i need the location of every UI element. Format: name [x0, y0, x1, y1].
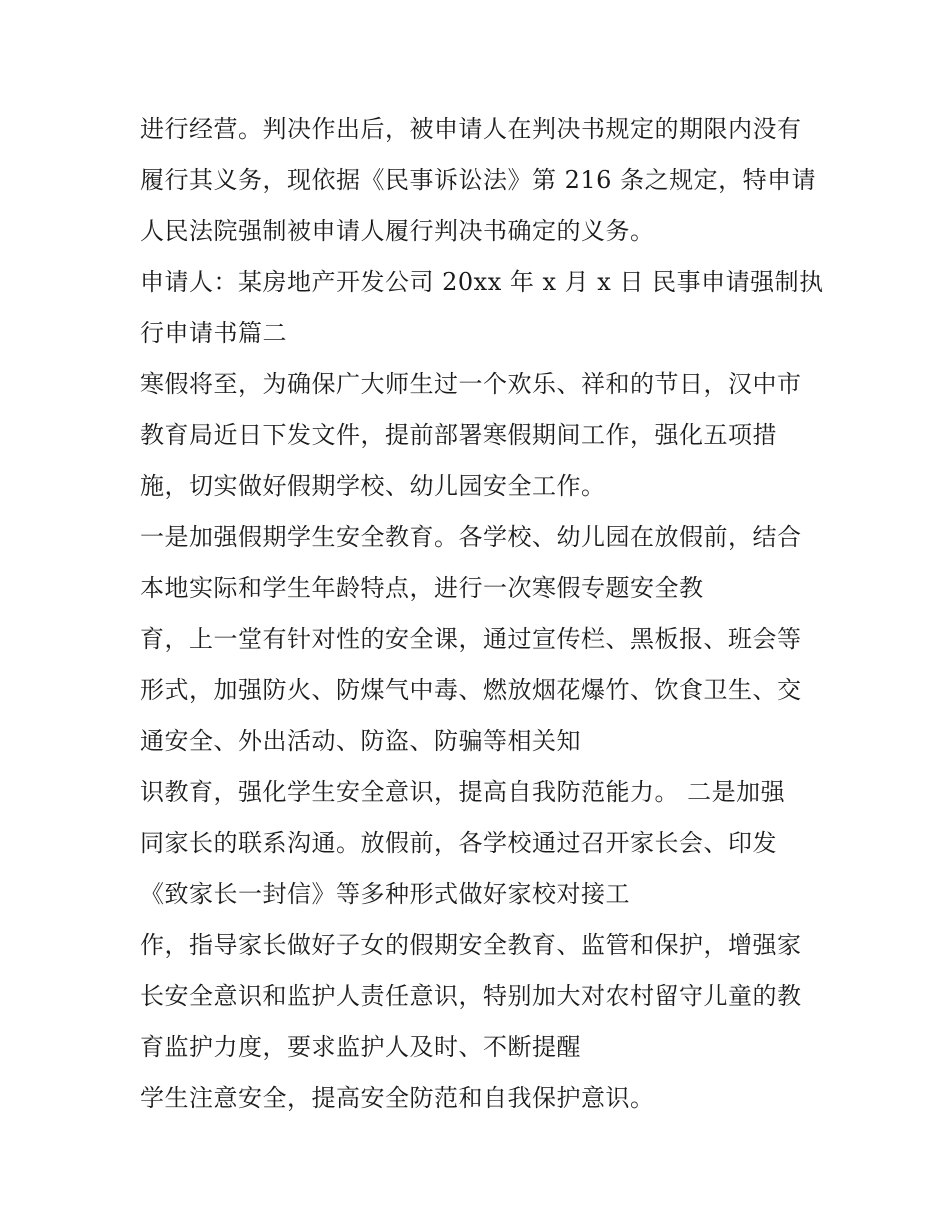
text-line: 《致家长一封信》等多种形式做好家校对接工: [140, 880, 630, 908]
text-line: 作，指导家长做好子女的假期安全教育、监管和保护，增强家: [140, 931, 802, 959]
document-body: [140, 104, 824, 1124]
text-line: 识教育，强化学生安全意识，提高自我防范能力。 二是加强: [140, 778, 786, 806]
text-line: 同家长的联系沟通。放假前，各学校通过召开家长会、印发: [140, 829, 777, 857]
text-line: 履行其义务，现依据《民事诉讼法》第 216 条之规定，特申请: [140, 166, 817, 194]
text-line: 长安全意识和监护人责任意识，特别加大对农村留守儿童的教: [140, 982, 802, 1010]
text-line: 育监护力度，要求监护人及时、不断提醒: [140, 1033, 581, 1061]
text-line: 申请人：某房地产开发公司 20xx 年 x 月 x 日 民事申请强制执: [140, 268, 824, 296]
text-line: 行申请书篇二: [140, 319, 287, 347]
text-line: 通安全、外出活动、防盗、防骗等相关知: [140, 727, 581, 755]
text-line: 人民法院强制被申请人履行判决书确定的义务。: [140, 217, 655, 245]
text-line: 进行经营。判决作出后，被申请人在判决书规定的期限内没有: [140, 115, 802, 143]
text-line: 本地实际和学生年龄特点，进行一次寒假专题安全教: [140, 574, 704, 602]
text-line: 寒假将至，为确保广大师生过一个欢乐、祥和的节日，汉中市: [140, 370, 802, 398]
text-line: 形式，加强防火、防煤气中毒、燃放烟花爆竹、饮食卫生、交: [140, 676, 802, 704]
text-line: 施，切实做好假期学校、幼儿园安全工作。: [140, 472, 606, 500]
text-line: 育，上一堂有针对性的安全课，通过宣传栏、黑板报、班会等: [140, 625, 802, 653]
text-line: 一是加强假期学生安全教育。各学校、幼儿园在放假前，结合: [140, 523, 802, 551]
text-line: 学生注意安全，提高安全防范和自我保护意识。: [140, 1084, 655, 1112]
text-line: 教育局近日下发文件，提前部署寒假期间工作，强化五项措: [140, 421, 777, 449]
